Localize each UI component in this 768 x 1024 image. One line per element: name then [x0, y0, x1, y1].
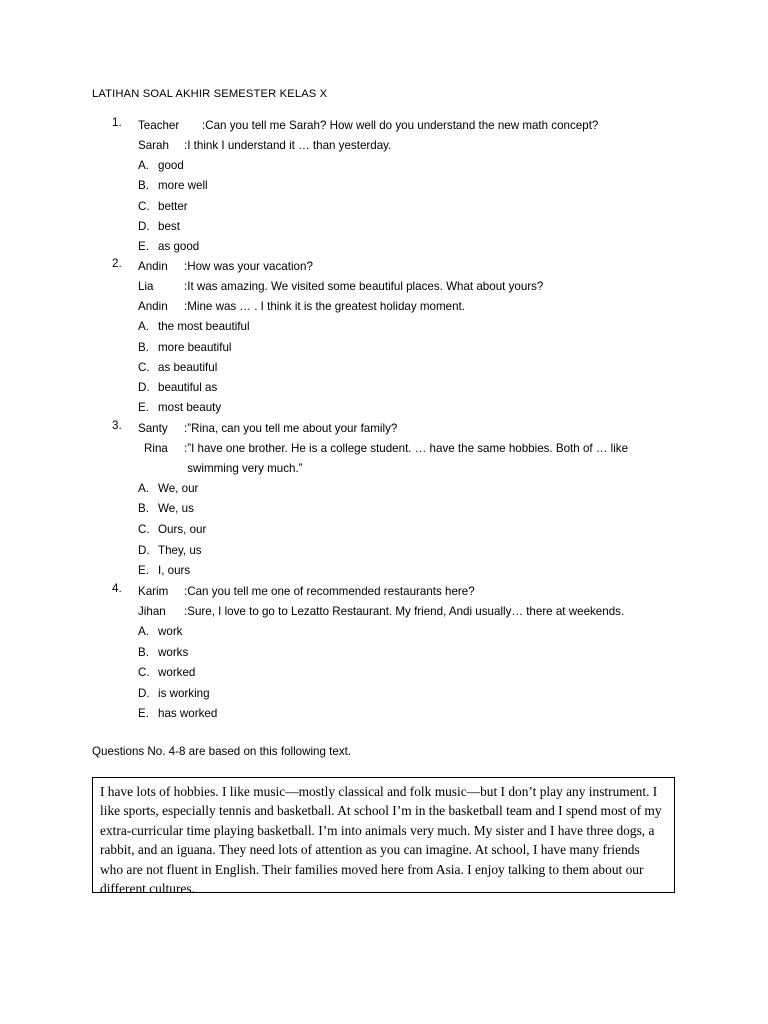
- option-letter: B.: [138, 179, 149, 193]
- page-title: LATIHAN SOAL AKHIR SEMESTER KELAS X: [92, 88, 328, 100]
- option-item[interactable]: [138, 156, 682, 176]
- option-text: We, us: [158, 502, 194, 516]
- option-letter: A.: [138, 624, 149, 638]
- option-text: work: [158, 624, 183, 638]
- option-item[interactable]: [138, 237, 682, 257]
- option-list: [138, 622, 682, 725]
- option-letter: A.: [138, 481, 149, 495]
- option-letter: D.: [138, 219, 150, 233]
- dialogue-group: [138, 257, 682, 317]
- dialogue-group: [138, 116, 682, 156]
- dialogue-text: Sure, I love to go to Lezatto Restaurant. My friend, Andi usually… there at weekends.: [187, 604, 625, 618]
- dialogue-line: [138, 297, 682, 317]
- option-text: Ours, our: [158, 522, 207, 536]
- option-list: [138, 479, 682, 582]
- dialogue-speaker: Karim: [138, 584, 169, 598]
- question-list: [92, 116, 682, 725]
- option-letter: E.: [138, 564, 149, 578]
- dialogue-group: [138, 419, 682, 479]
- option-text: better: [158, 199, 188, 213]
- dialogue-line: [138, 136, 682, 156]
- option-letter: D.: [138, 381, 150, 395]
- option-item[interactable]: [138, 541, 682, 562]
- question-item-3: [92, 419, 682, 582]
- dialogue-colon: :: [184, 260, 188, 274]
- dialogue-speaker: Andin: [138, 300, 168, 314]
- option-letter: A.: [138, 320, 149, 334]
- dialogue-speaker: Andin: [138, 260, 168, 274]
- option-item[interactable]: [138, 561, 682, 582]
- dialogue-line: [138, 419, 682, 439]
- dialogue-colon: :: [184, 300, 188, 314]
- dialogue-text: ”I have one brother. He is a college student. … have the same hobbies. Both of … like swimming very much.”: [187, 441, 629, 475]
- option-item[interactable]: [138, 520, 682, 541]
- option-letter: C.: [138, 522, 150, 536]
- passage-text: I have lots of hobbies. I like music—mostly classical and folk music—but I don’t play any instrument. I like sports, especially tennis and basketball. At school I’m in the basketball team and I spend most of my extra-curricular time playing basketball. I’m into animals very much. My sister and I have three dogs, a rabbit, and an iguana. They need lots of attention as you can imagine. At school, I have many friends who are not fluent in English. Their families moved here from Asia. I enjoy talking to them about our different cultures.: [100, 784, 662, 897]
- option-text: good: [158, 159, 184, 173]
- reading-instruction: Questions No. 4-8 are based on this following text.: [92, 745, 352, 758]
- option-text: best: [158, 219, 180, 233]
- question-number: 3.: [112, 418, 122, 432]
- dialogue-line: [138, 257, 682, 277]
- option-item[interactable]: [138, 358, 682, 378]
- option-list: [138, 156, 682, 257]
- dialogue-line: [138, 582, 682, 602]
- option-item[interactable]: [138, 398, 682, 418]
- option-item[interactable]: [138, 643, 682, 664]
- dialogue-line: [138, 439, 682, 479]
- option-item[interactable]: [138, 499, 682, 520]
- option-item[interactable]: [138, 197, 682, 217]
- option-letter: A.: [138, 159, 149, 173]
- option-item[interactable]: [138, 663, 682, 684]
- option-text: as good: [158, 240, 200, 253]
- passage-box: [92, 777, 675, 897]
- option-text: more well: [158, 179, 208, 193]
- dialogue-colon: :: [184, 604, 188, 618]
- option-item[interactable]: [138, 684, 682, 705]
- question-number: 4.: [112, 581, 122, 595]
- dialogue-speaker: Teacher: [138, 119, 180, 132]
- option-text: beautiful as: [158, 381, 218, 395]
- dialogue-speaker: Santy: [138, 421, 168, 435]
- option-list: [138, 317, 682, 418]
- dialogue-text: Can you tell me Sarah? How well do you understand the new math concept?: [205, 119, 599, 132]
- question-item-2: [92, 257, 682, 418]
- option-text: works: [158, 645, 189, 659]
- option-letter: C.: [138, 199, 150, 213]
- option-text: We, our: [158, 481, 199, 495]
- dialogue-line: [138, 116, 682, 136]
- option-text: is working: [158, 686, 210, 700]
- option-item[interactable]: [138, 317, 682, 337]
- dialogue-colon: :: [184, 280, 188, 294]
- dialogue-colon: :: [184, 421, 188, 435]
- dialogue-text: It was amazing. We visited some beautiful places. What about yours?: [187, 280, 544, 294]
- dialogue-speaker: Jihan: [138, 604, 166, 618]
- dialogue-colon: :: [184, 584, 188, 598]
- option-text: worked: [158, 666, 196, 680]
- dialogue-line: [138, 602, 682, 622]
- option-letter: E.: [138, 401, 149, 415]
- dialogue-speaker: Sarah: [138, 139, 169, 153]
- dialogue-colon: :: [184, 441, 188, 455]
- option-letter: B.: [138, 340, 149, 354]
- dialogue-speaker: Rina: [144, 441, 168, 455]
- question-number: 2.: [112, 257, 122, 271]
- dialogue-group: [138, 582, 682, 622]
- dialogue-colon: :: [202, 119, 206, 132]
- option-item[interactable]: [138, 378, 682, 398]
- option-text: I, ours: [158, 564, 191, 578]
- dialogue-text: How was your vacation?: [187, 260, 313, 274]
- dialogue-text: Can you tell me one of recommended restaurants here?: [187, 584, 475, 598]
- question-item-1: [92, 116, 682, 257]
- option-letter: E.: [138, 240, 149, 253]
- option-text: has worked: [158, 707, 218, 721]
- option-letter: B.: [138, 645, 149, 659]
- question-number: 1.: [112, 116, 122, 129]
- option-text: They, us: [158, 543, 202, 557]
- option-item[interactable]: [138, 217, 682, 237]
- option-letter: C.: [138, 360, 150, 374]
- dialogue-colon: :: [184, 139, 188, 153]
- option-item[interactable]: [138, 479, 682, 500]
- option-letter: E.: [138, 707, 149, 721]
- option-letter: B.: [138, 502, 149, 516]
- dialogue-line: [138, 277, 682, 297]
- option-item[interactable]: [138, 176, 682, 196]
- option-text: as beautiful: [158, 360, 218, 374]
- dialogue-text: Mine was … . I think it is the greatest holiday moment.: [187, 300, 465, 314]
- option-item[interactable]: [138, 338, 682, 358]
- dialogue-text: I think I understand it … than yesterday.: [187, 139, 392, 153]
- option-letter: C.: [138, 666, 150, 680]
- option-item[interactable]: [138, 704, 682, 725]
- dialogue-text: ”Rina, can you tell me about your family?: [187, 421, 398, 435]
- option-text: the most beautiful: [158, 320, 250, 334]
- dialogue-speaker: Lia: [138, 280, 154, 294]
- option-text: most beauty: [158, 401, 222, 415]
- question-item-4: [92, 582, 682, 725]
- option-letter: D.: [138, 686, 150, 700]
- option-item[interactable]: [138, 622, 682, 643]
- option-letter: D.: [138, 543, 150, 557]
- option-text: more beautiful: [158, 340, 232, 354]
